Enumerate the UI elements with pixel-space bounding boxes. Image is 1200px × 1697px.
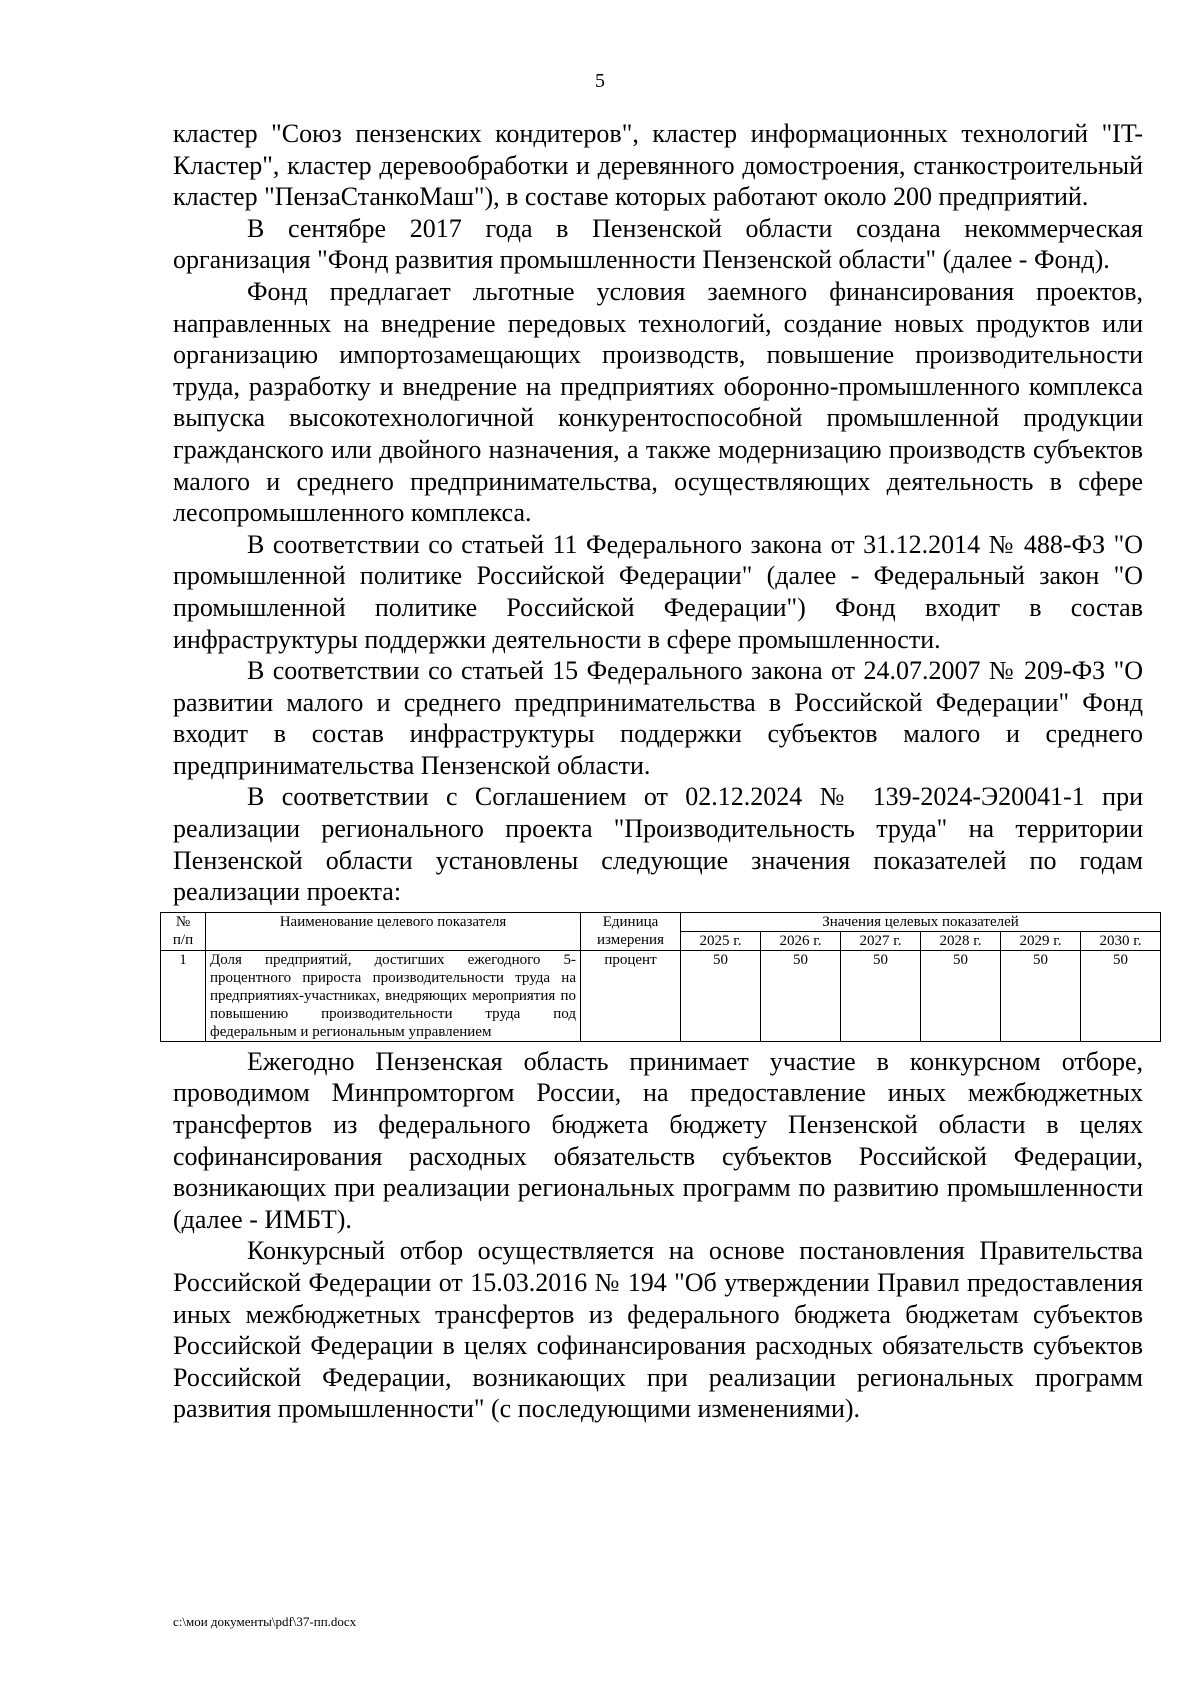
row-value: 50 [841,950,921,1041]
table-header-row [161,912,1161,931]
paragraph-agreement: В соответствии с Соглашением от 02.12.2024 № 139-2024-Э20041-1 при реализации регионального проекта "Производительность труда" на территории Пензенской области установлены следующие значения показателей по годам реализации проекта: [173,782,1143,907]
header-name: Наименование целевого показателя [206,912,581,950]
paragraph-fund-created: В сентябре 2017 года в Пензенской области создана некоммерческая организация "Фонд развития промышленности Пензенской области" (далее - Фонд). [173,213,1143,275]
paragraph-competition-basis: Конкурсный отбор осуществляется на основе постановления Правительства Российской Федерации от 15.03.2016 № 194 "Об утверждении Правил предоставления иных межбюджетных трансфертов из федерального бюджета бюджетам субъектов Российской Федерации в целях софинансирования расходных обязательств субъектов Российской Федерации, возникающих при реализации региональных программ развития промышленности" (с последующими изменениями). [173,1236,1143,1424]
row-value: 50 [761,950,841,1041]
header-unit: Единица измерения [581,912,681,950]
header-year: 2028 г. [921,931,1001,950]
header-values: Значения целевых показателей [681,912,1161,931]
header-year: 2026 г. [761,931,841,950]
row-value: 50 [1001,950,1081,1041]
header-num: № п/п [161,912,206,950]
header-year: 2025 г. [681,931,761,950]
row-unit: процент [581,950,681,1041]
paragraph-law-488: В соответствии со статьей 11 Федерального закона от 31.12.2014 № 488-ФЗ "О промышленной политике Российской Федерации" (далее - Федеральный закон "О промышленной политике Российской Федерации") Фонд входит в состав инфраструктуры поддержки деятельности в сфере промышленности. [173,529,1143,654]
header-year: 2030 г. [1081,931,1161,950]
paragraph-cluster-list: кластер "Союз пензенских кондитеров", кластер информационных технологий "IT-Кластер", кластер деревообработки и деревянного домостроения, станкостроительный кластер "ПензаСтанкоМаш"), в составе которых работают около 200 предприятий. [173,119,1143,212]
header-year: 2029 г. [1001,931,1081,950]
document-body [173,118,1143,1425]
row-value: 50 [921,950,1001,1041]
page-number: 5 [595,70,605,92]
indicators-table [160,912,1161,1042]
paragraph-law-209: В соответствии со статьей 15 Федерального закона от 24.07.2007 № 209-ФЗ "О развитии малого и среднего предпринимательства в Российской Федерации" Фонд входит в состав инфраструктуры поддержки субъектов малого и среднего предпринимательства Пензенской области. [173,656,1143,780]
row-indicator-name: Доля предприятий, достигших ежегодного 5-процентного прироста производительности труда на предприятиях-участниках, внедряющих мероприятия по повышению производительности труда под федеральным и региональным управлением [206,950,581,1041]
footer-file-path: c:\мои документы\pdf\37-пп.docx [173,1614,357,1629]
row-value: 50 [1081,950,1161,1041]
paragraph-fund-offers: Фонд предлагает льготные условия заемного финансирования проектов, направленных на внедрение передовых технологий, создание новых продуктов или организацию импортозамещающих производств, повышение производительности труда, разработку и внедрение на предприятиях оборонно-промышленного комплекса выпуска высокотехнологичной конкурентоспособной промышленной продукции гражданского или двойного назначения, а также модернизацию производств субъектов малого и среднего предпринимательства, осуществляющих деятельность в сфере лесопромышленного комплекса. [173,276,1143,528]
header-year: 2027 г. [841,931,921,950]
table-row [161,950,1161,1041]
row-value: 50 [681,950,761,1041]
row-num: 1 [161,950,206,1041]
paragraph-annual-competition: Ежегодно Пензенская область принимает участие в конкурсном отборе, проводимом Минпромторгом России, на предоставление иных межбюджетных трансфертов из федерального бюджета бюджету Пензенской области в целях софинансирования расходных обязательств субъектов Российской Федерации, возникающих при реализации региональных программ по развитию промышленности (далее - ИМБТ). [173,1046,1143,1234]
